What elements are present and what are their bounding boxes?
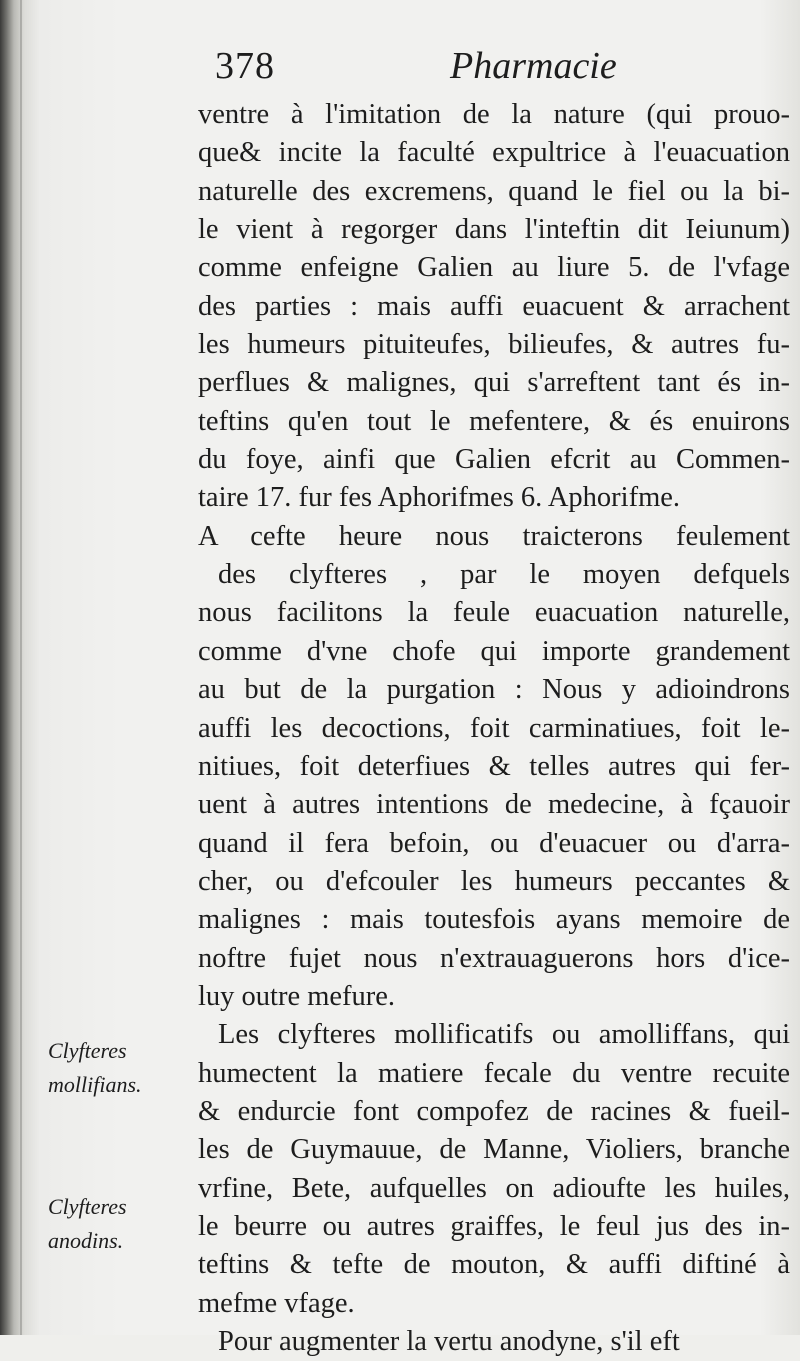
text-line: comme d'vne chofe qui importe grandement <box>198 635 790 667</box>
margin-note-line: mollifians. <box>48 1072 142 1097</box>
page-header <box>215 44 755 100</box>
text-line: ventre à l'imitation de la nature (qui prouo- <box>198 99 790 130</box>
margin-note-line: anodins. <box>48 1228 124 1253</box>
text-line: noftre fujet nous n'extrauaguerons hors d'ice- <box>198 942 790 974</box>
text-line: du foye, ainfi que Galien efcrit au Commen- <box>198 444 790 476</box>
text-line: & endurcie font compofez de racines & fueil- <box>198 1095 790 1127</box>
text-line: nous facilitons la feule euacuation naturelle, <box>198 597 790 629</box>
body-text <box>198 96 790 1361</box>
text-line: mefme vfage. <box>198 1287 355 1319</box>
text-line: Les clyfteres mollificatifs ou amolliffans, qui <box>218 1019 790 1051</box>
text-line: nitiues, foit deterfiues & telles autres qui fer- <box>198 750 790 782</box>
text-line: vrfine, Bete, aufquelles on adioufte les huiles, <box>198 1172 790 1204</box>
text-line: naturelle des excremens, quand le fiel ou la bi- <box>198 175 790 207</box>
text-line: uent à autres intentions de medecine, à fçauoir <box>198 789 790 821</box>
text-line: quand il fera befoin, ou d'euacuer ou d'arra- <box>198 827 790 859</box>
page-number: 378 <box>215 45 275 87</box>
text-line: au but de la purgation : Nous y adioindrons <box>198 674 790 706</box>
text-line: les de Guymauue, de Manne, Violiers, branche <box>198 1134 790 1166</box>
text-line: le vient à regorger dans l'inteftin dit Ieiunum) <box>198 214 790 246</box>
text-line: taire 17. fur fes Aphorifmes 6. Aphorifme. <box>198 482 681 514</box>
text-line: des clyfteres , par le moyen defquels <box>218 559 790 591</box>
text-line: les humeurs pituiteufes, bilieufes, & autres fu- <box>198 329 790 361</box>
running-head: Pharmacie <box>450 45 617 87</box>
text-line: humectent la matiere fecale du ventre recuite <box>198 1057 790 1089</box>
text-line: le beurre ou autres graiffes, le feul jus des in- <box>198 1210 790 1242</box>
margin-note-clysteres-anodins <box>48 1190 208 1258</box>
text-line: teftins & tefte de mouton, & auffi diftiné à <box>198 1249 790 1281</box>
text-line: des parties : mais auffi euacuent & arrachent <box>198 290 790 322</box>
text-line: luy outre mefure. <box>198 980 396 1012</box>
text-line: que& incite la faculté expultrice à l'euacuation <box>198 137 790 169</box>
text-line: malignes : mais toutesfois ayans memoire de <box>198 904 790 936</box>
text-line: perflues & malignes, qui s'arreftent tant és in- <box>198 367 790 399</box>
margin-note-clysteres-mollifians <box>48 1034 208 1102</box>
margin-note-line: Clyfteres <box>48 1194 127 1219</box>
text-line: Pour augmenter la vertu anodyne, s'il eft <box>218 1326 680 1357</box>
book-spine-shadow <box>20 0 22 1335</box>
text-line: A cefte heure nous traicterons feulement <box>198 520 790 552</box>
text-line: cher, ou d'efcouler les humeurs peccantes & <box>198 865 790 897</box>
margin-note-line: Clyfteres <box>48 1038 127 1063</box>
text-line: teftins qu'en tout le mefentere, & és enuirons <box>198 405 790 437</box>
text-line: auffi les decoctions, foit carminatiues, foit le- <box>198 712 790 744</box>
text-line: comme enfeigne Galien au liure 5. de l'vfage <box>198 252 790 284</box>
